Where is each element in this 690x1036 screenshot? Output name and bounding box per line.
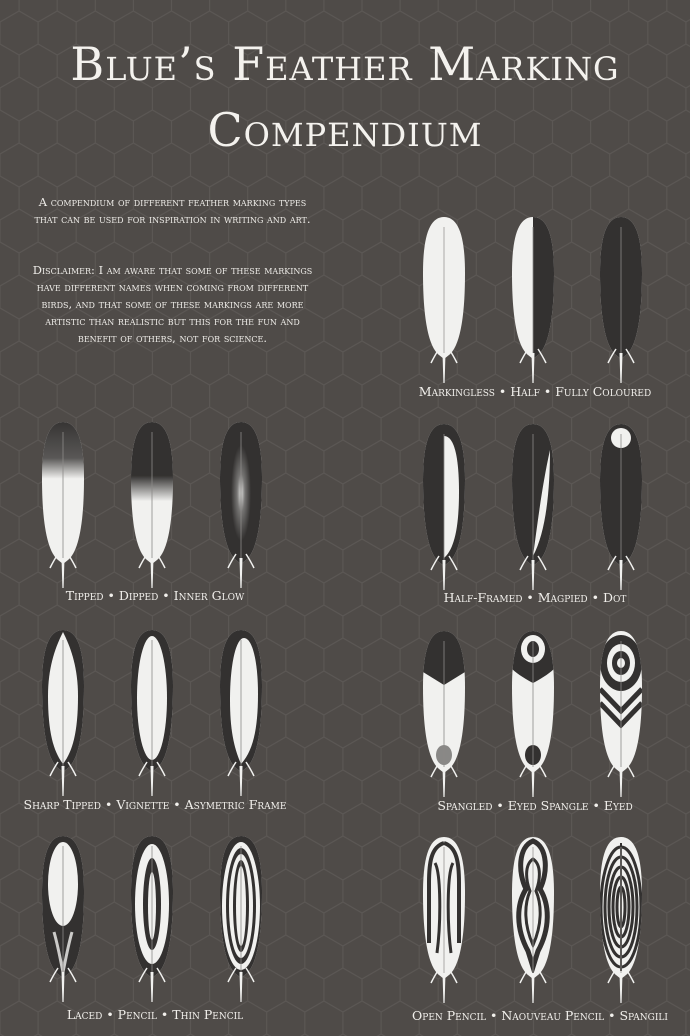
feather-spangled [415,627,473,799]
feather-spangili [592,833,650,1005]
feather-asymetric-frame [212,626,270,798]
caption-open-pencil-naouveau-pencil-spangili: Open Pencil • Naouveau Pencil • Spangili [412,1008,668,1023]
feather-eyed-spangle [504,627,562,799]
feather-laced [34,832,92,1004]
feather-magpied [504,420,562,592]
feather-half-framed [415,420,473,592]
intro-text: A compendium of different feather marking types that can be used for inspiration in writing and art. [34,195,311,226]
caption-laced-pencil-thin-pencil: Laced • Pencil • Thin Pencil [66,1007,244,1022]
feather-markingless [415,213,473,385]
feather-half [504,213,562,385]
feather-naouveau-pencil [504,833,562,1005]
feather-thin-pencil [212,832,270,1004]
caption-spangled-eyed-spangle-eyed: Spangled • Eyed Spangle • Eyed [437,798,633,813]
feather-fully-coloured [592,213,650,385]
feather-pencil [123,832,181,1004]
feather-vignette [123,626,181,798]
feather-dot [592,420,650,592]
caption-sharp-tipped-vignette-asymetric-frame: Sharp Tipped • Vignette • Asymetric Frame [23,797,287,812]
feather-tipped [34,418,92,590]
caption-markingless-half-fully-coloured: Markingless • Half • Fully Coloured [418,384,652,399]
feather-inner-glow [212,418,270,590]
feather-dipped [123,418,181,590]
page-title-line-1: Blue’s Feather Marking [70,37,620,91]
feather-sharp-tipped [34,626,92,798]
caption-tipped-dipped-inner-glow: Tipped • Dipped • Inner Glow [65,588,245,603]
page-title-line-2: Compendium [207,103,483,157]
caption-half-framed-magpied-dot: Half-Framed • Magpied • Dot [443,590,627,605]
feather-open-pencil [415,833,473,1005]
feather-eyed [592,627,650,799]
disclaimer-text: Disclaimer: I am aware that some of these markings have different names when coming from different birds, and that some of these markings are more artistic than realistic but this for the fun and benefit of others, not for science. [32,263,313,345]
